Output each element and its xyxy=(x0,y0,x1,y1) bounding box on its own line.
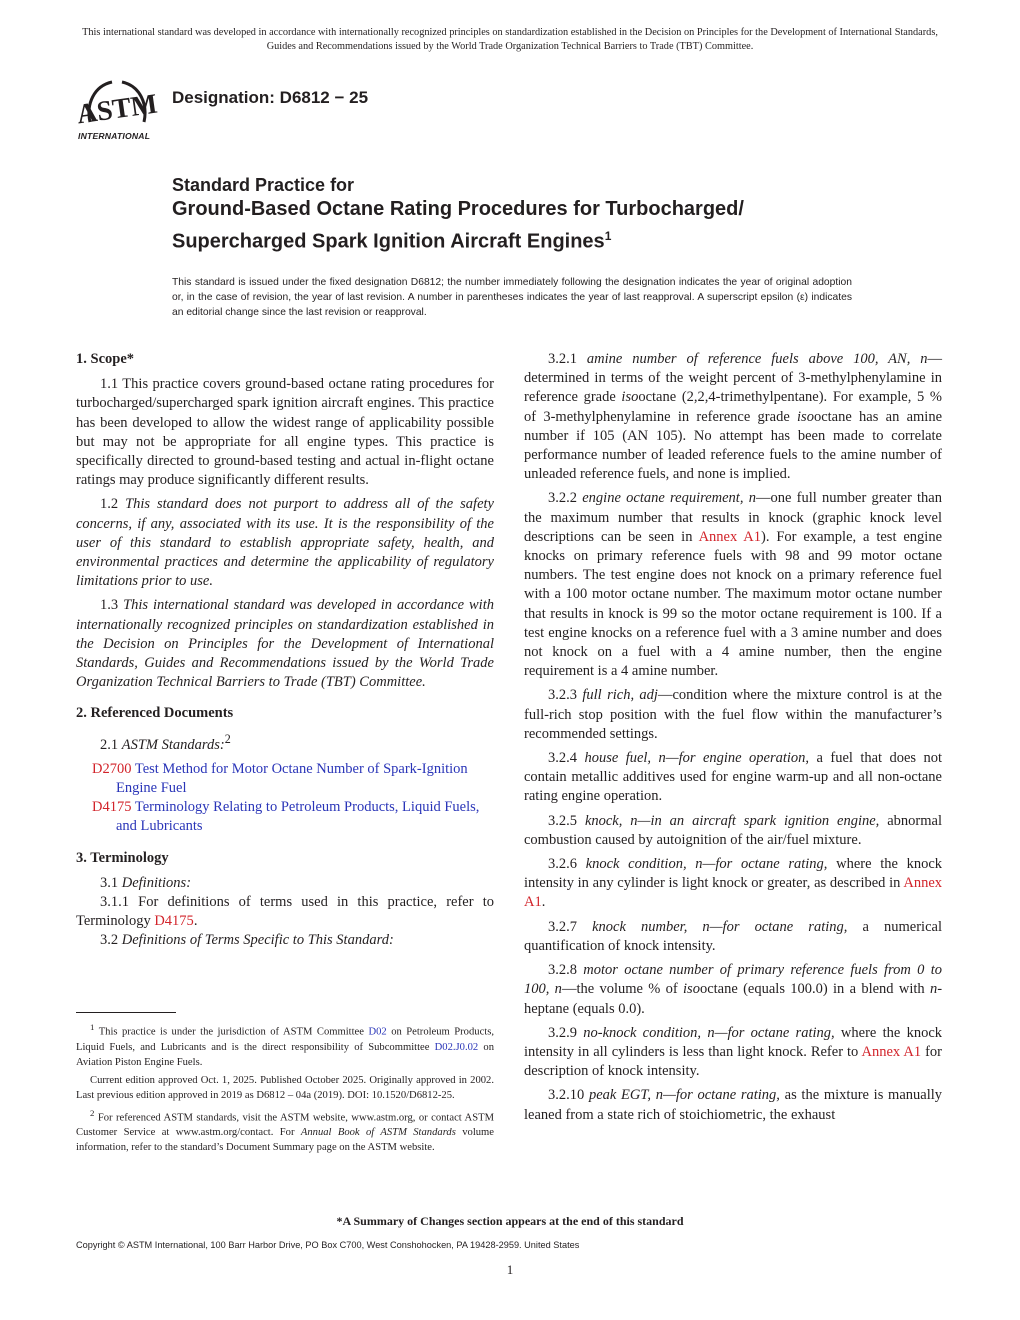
definition-text: —determined in terms of the weight percent of 3-methylphenylamine in reference grade xyxy=(524,351,942,406)
definition-text: a numerical quantification of knock intensity. xyxy=(524,918,942,954)
para-2-1-text: ASTM Standards: xyxy=(121,736,225,753)
para-1-3-text: This international standard was developed in accordance with internationally recognized principles on standardization established in the Decision on Principles for the Development of International Standards, Guides and Recommendations issued by the World Trade Organization Technical Barriers to Trade (TBT) Committee. xyxy=(76,597,494,691)
definition-3-2-1 xyxy=(524,350,942,484)
footnote-divider xyxy=(76,1012,176,1013)
footnotes xyxy=(76,1020,494,1158)
definition-term: motor octane number of primary reference fuels from 0 to 100, n xyxy=(524,962,942,998)
section-heading-scope: 1. Scope* xyxy=(76,351,134,367)
definition-term: engine octane requirement, n xyxy=(582,490,756,507)
footnote-italic: Annual Book of ASTM Standards xyxy=(300,1127,456,1139)
standard-notice: This international standard was developed in accordance with internationally recognized principles on standardization established in the Decision on Principles for the Development of International Standards, Guides and Recommendations issued by the World Trade Organization Technical Barriers to Trade (TBT) Committee. xyxy=(82,27,938,52)
section-heading-terminology: 3. Terminology xyxy=(76,849,169,866)
logo-caption: INTERNATIONAL xyxy=(78,131,151,141)
document-title xyxy=(172,174,962,256)
definition-number: 3.2.8 xyxy=(548,962,577,979)
footnote-text: volume information, refer to the standard’s Document Summary page on the ASTM website. xyxy=(76,1127,494,1154)
definition-text: —one full number greater than the maximum number that results in knock (graphic knock level descriptions can be seen in xyxy=(524,490,942,545)
definition-3-2-8 xyxy=(524,961,942,1019)
definition-3-2-4 xyxy=(524,749,942,807)
reference-title-link[interactable]: Test Method for Motor Octane Number of Spark-Ignition Engine Fuel xyxy=(116,760,468,796)
d4175-link[interactable]: D4175 xyxy=(154,913,194,930)
definition-text: for description of knock intensity. xyxy=(524,1043,942,1080)
page-number: 1 xyxy=(506,1262,514,1277)
definition-number: 3.2.3 xyxy=(548,687,577,704)
title-line-2: Ground-Based Octane Rating Procedures for Turbocharged/ xyxy=(172,198,744,220)
definition-number: 3.2.7 xyxy=(548,918,577,935)
definition-3-2-7 xyxy=(524,918,942,956)
definition-text: as the mixture is manually leaned from a state rich of stoichiometric, the exhaust xyxy=(524,1087,943,1123)
para-3-2-text: Definitions of Terms Specific to This Standard: xyxy=(121,932,394,949)
definition-term: full rich, adj xyxy=(582,687,658,704)
para-3-2-number: 3.2 xyxy=(100,932,119,949)
definition-number: 3.2.2 xyxy=(548,490,577,507)
iso-prefix: iso xyxy=(621,389,639,406)
iso-prefix: iso xyxy=(683,981,700,998)
definition-number: 3.2.1 xyxy=(548,351,577,367)
definition-text: —the volume % of xyxy=(561,981,678,998)
definition-text: octane has an amine number if 105 (AN 105). No attempt has been made to correlate performance number of leaded reference fuels to the amine number of unleaded reference fuels, and none is implied. xyxy=(524,408,943,483)
title-footnote-mark: 1 xyxy=(604,229,612,243)
left-column xyxy=(76,350,494,956)
summary-of-changes-note: *A Summary of Changes section appears at the end of this standard xyxy=(336,1214,684,1228)
para-1-2-text: This standard does not purport to address all of the safety concerns, if any, associated with its use. It is the responsibility of the user of this standard to establish appropriate safety, health, and environmental practices and determine the applicability of regulatory limitations prior to use. xyxy=(76,496,494,590)
right-column xyxy=(524,350,942,1130)
footnote-mark: 1 xyxy=(90,1022,95,1032)
reference-d4175 xyxy=(76,798,494,836)
reference-code-link[interactable]: D4175 xyxy=(92,799,132,816)
definition-term: no-knock condition, n—for octane rating, xyxy=(583,1024,835,1041)
para-1-1: 1.1 This practice covers ground-based octane rating procedures for turbocharged/supercharged spark ignition aircraft engines. This practice has been developed to allow the widest range of applicability possible but may not be appropriate for all engine types. This practice is specifically directed to ground-based testing and actual in-flight octane ratings may produce significantly different results. xyxy=(76,376,494,489)
definition-term: knock, n—in an aircraft spark ignition engine, xyxy=(584,812,880,829)
footnote-text: on Petroleum Products, Liquid Fuels, and Lubricants and is the direct responsibility of Subcommittee xyxy=(76,1026,494,1053)
definition-term: knock condition, n—for octane rating, xyxy=(585,856,828,873)
definition-text: octane (equals 100.0) in a blend with xyxy=(699,981,925,998)
para-1-2-number: 1.2 xyxy=(100,496,119,513)
definition-3-2-3 xyxy=(524,686,942,744)
committee-d02-link[interactable]: D02 xyxy=(368,1026,387,1038)
definition-3-2-5 xyxy=(524,812,942,850)
definition-text: —condition where the mixture control is at the full-rich stop position with the fuel flow within the manufacturer’s recommended settings. xyxy=(524,687,942,742)
designation: Designation: D6812 − 25 xyxy=(172,88,369,107)
para-3-1-1-end: . xyxy=(193,913,198,930)
copyright: Copyright © ASTM International, 100 Barr Harbor Drive, PO Box C700, West Conshohocken, PA 19428-2959. United States xyxy=(76,1240,580,1250)
logo-letters: ASTM xyxy=(74,88,160,131)
para-1-3-number: 1.3 xyxy=(100,597,119,614)
para-2-1-footnote: 2 xyxy=(224,731,231,746)
definition-text: abnormal combustion caused by autoignition of the air/fuel mixture. xyxy=(524,812,942,848)
definition-text: -heptane (equals 0.0). xyxy=(524,981,943,1017)
definition-end: . xyxy=(541,894,546,911)
annex-a1-link[interactable]: Annex A1 xyxy=(861,1043,922,1060)
issued-statement: This standard is issued under the fixed designation D6812; the number immediately following the designation indicates the year of original adoption or, in the case of revision, the year of last revision. A number in parentheses indicates the year of last reapproval. A superscript epsilon (ε) indicates an editorial change since the last revision or reapproval. xyxy=(172,277,852,318)
para-3-2 xyxy=(76,931,494,950)
para-1-2 xyxy=(76,495,494,591)
definition-3-2-6 xyxy=(524,855,942,913)
para-3-1-1 xyxy=(76,893,494,931)
section-heading-referenced: 2. Referenced Documents xyxy=(76,705,234,722)
footnote-mark: 2 xyxy=(90,1107,95,1118)
footnote-text: For referenced ASTM standards, visit the ASTM website, www.astm.org, or contact ASTM Customer Service at www.astm.org/contact. For xyxy=(76,1112,494,1139)
title-line-1: Standard Practice for xyxy=(172,175,355,195)
definition-number: 3.2.5 xyxy=(548,812,577,829)
definition-text: ). For example, a test engine knocks on primary reference fuels with 98 and 99 motor octane numbers. The test engine does not knock on a primary reference fuel with a 100 motor octane number. The maximum motor octane number that results in knock is 99 so the motor octane requirement is 100. If a test engine knocks on a reference fuel with a 3 amine number and does not knock on a fuel with a 4 amine number, then the engine requirement is a 4 amine number. xyxy=(524,528,943,680)
definition-term: house fuel, n—for engine operation, xyxy=(584,750,810,767)
reference-d2700 xyxy=(76,760,494,798)
annex-a1-link[interactable]: Annex A1 xyxy=(524,875,943,911)
subcommittee-link[interactable]: D02.J0.02 xyxy=(434,1041,479,1053)
definition-term: amine number of reference fuels above 100, AN, n xyxy=(586,351,928,367)
definition-number: 3.2.9 xyxy=(548,1024,577,1041)
para-3-1-1-text: 3.1.1 For definitions of terms used in this practice, refer to Terminology xyxy=(76,893,494,930)
footnote-text: This practice is under the jurisdiction of ASTM Committee xyxy=(98,1026,364,1038)
definition-number: 3.2.4 xyxy=(548,750,577,767)
definition-term: peak EGT, n—for octane rating, xyxy=(588,1087,780,1104)
iso-prefix: iso xyxy=(797,408,814,425)
definition-3-2-9 xyxy=(524,1024,942,1082)
definition-3-2-2 xyxy=(524,489,942,681)
definition-term: knock number, n—for octane rating, xyxy=(592,918,848,935)
definition-text: where the knock intensity in all cylinders is less than light knock. Refer to xyxy=(524,1024,943,1060)
para-3-1-number: 3.1 xyxy=(100,874,119,891)
para-2-1 xyxy=(76,730,494,755)
para-3-1-text: Definitions: xyxy=(121,874,192,891)
para-3-1 xyxy=(76,874,494,893)
footnote-text: on Aviation Piston Engine Fuels. xyxy=(76,1041,494,1068)
footnote-1 xyxy=(76,1020,494,1070)
definition-number: 3.2.10 xyxy=(548,1087,585,1104)
annex-a1-link[interactable]: Annex A1 xyxy=(698,528,762,545)
title-line-3: Supercharged Spark Ignition Aircraft Engines xyxy=(172,230,605,253)
definition-number: 3.2.6 xyxy=(548,856,577,873)
definition-text: where the knock intensity in any cylinder is light knock or greater, as described in xyxy=(524,856,943,892)
footnote-edition: Current edition approved Oct. 1, 2025. Published October 2025. Originally approved in 2002. Last previous edition approved in 2019 as D6812 – 04a (2019). DOI: 10.1520/D6812-25. xyxy=(76,1074,494,1101)
definition-text: a fuel that does not contain metallic additives used for engine warm-up and all non-octane rating engine operation. xyxy=(524,750,943,805)
definition-text: octane (2,2,4-trimethylpentane). For example, 5 % of 3-methylphenylamine in reference grade xyxy=(524,389,942,425)
footnote-2 xyxy=(76,1106,494,1156)
reference-code-link[interactable]: D2700 xyxy=(92,760,132,777)
definition-3-2-10 xyxy=(524,1086,942,1124)
reference-title-link[interactable]: Terminology Relating to Petroleum Products, Liquid Fuels, and Lubricants xyxy=(116,799,480,835)
para-2-1-number: 2.1 xyxy=(100,736,119,753)
para-1-3 xyxy=(76,596,494,692)
n-prefix: n xyxy=(929,981,938,998)
